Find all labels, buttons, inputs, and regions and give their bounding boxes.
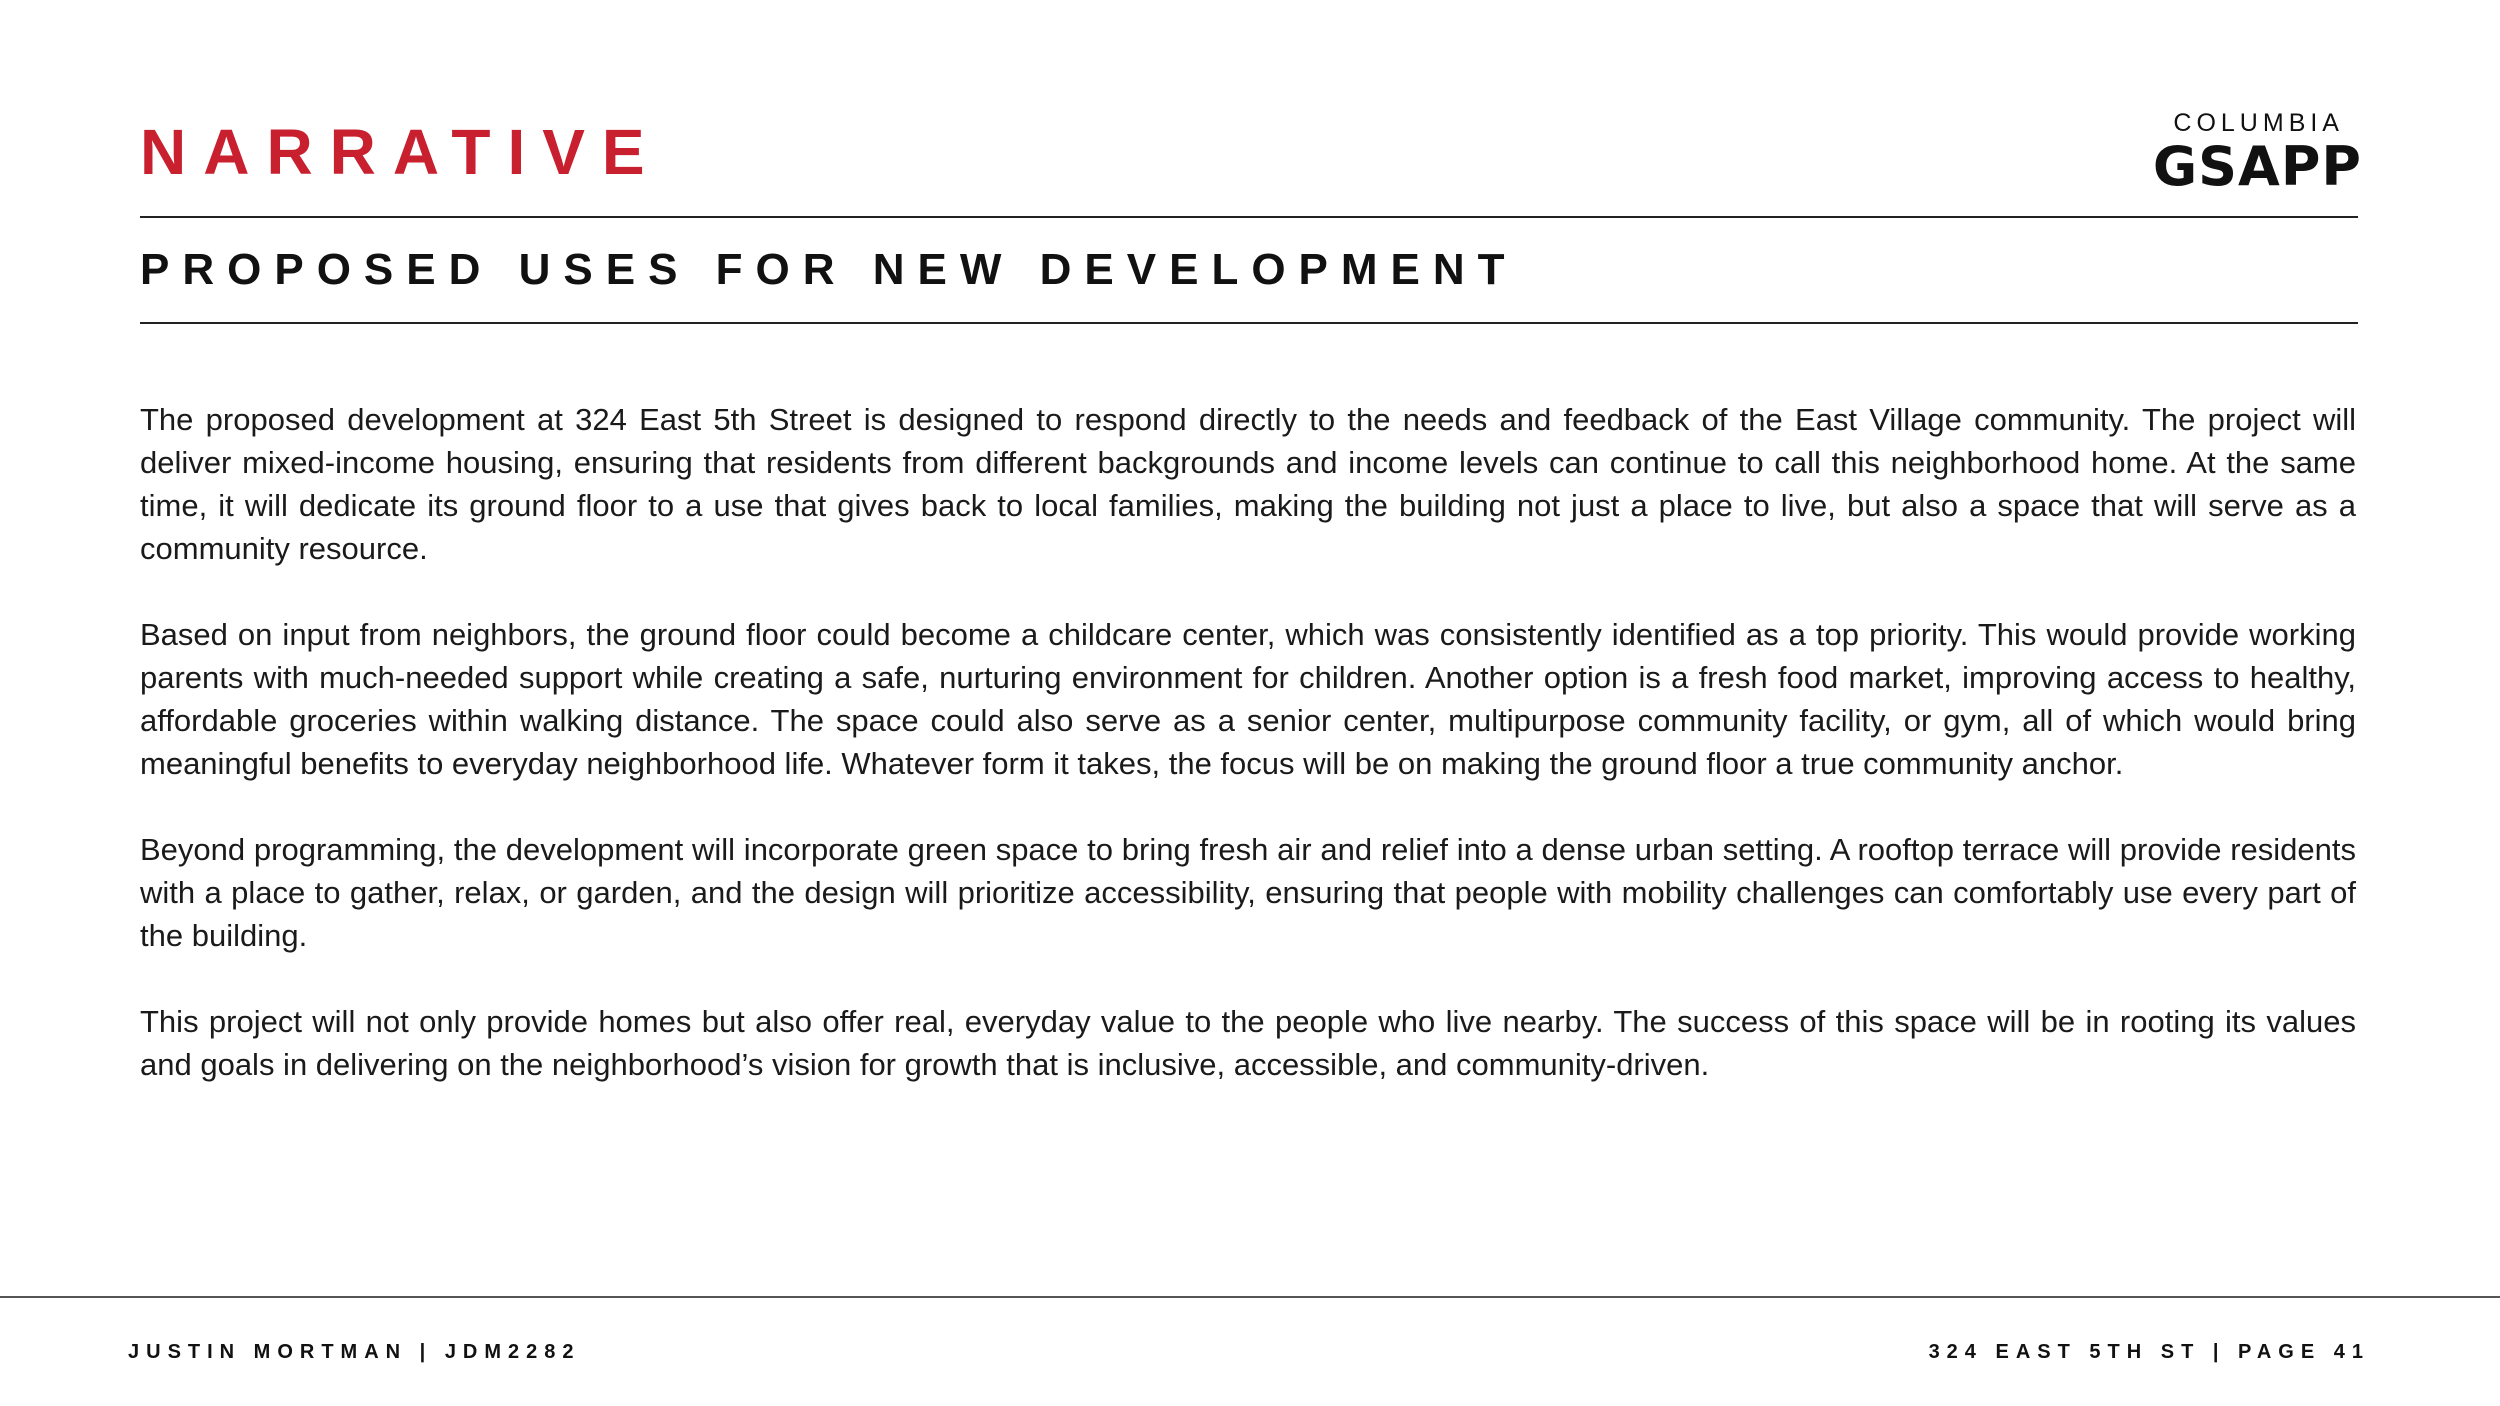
footer-page-info: 324 EAST 5TH ST | PAGE 41: [1928, 1341, 2370, 1363]
paragraph-4: This project will not only provide homes but also offer real, everyday value to the people who live nearby. The success of this space will be in rooting its values and goals in delivering on the neighborhood’s vision for growth that is inclusive, accessible, and community-driven.: [140, 1004, 2356, 1082]
footer-divider: [0, 1296, 2500, 1298]
page-subtitle: PROPOSED USES FOR NEW DEVELOPMENT: [140, 245, 1518, 294]
logo-top-text: COLUMBIA: [2173, 109, 2344, 137]
paragraph-1: The proposed development at 324 East 5th Street is designed to respond directly to the needs and feedback of the East Village community. The project will deliver mixed-income housing, ensuring that residents from different backgrounds and income levels can continue to call this neighborhood home. At the same time, it will dedicate its ground floor to a use that gives back to local families, making the building not just a place to live, but also a space that will serve as a community resource.: [140, 402, 2356, 566]
section-title: NARRATIVE: [140, 116, 662, 188]
footer-author: JUSTIN MORTMAN | JDM2282: [128, 1341, 581, 1363]
logo-main-text: GSAPP: [2152, 135, 2362, 198]
columbia-gsapp-logo: [2153, 108, 2362, 196]
narrative-body: [140, 398, 2356, 1129]
paragraph-2: Based on input from neighbors, the ground floor could become a childcare center, which was consistently identified as a top priority. This would provide working parents with much-needed support while creating a safe, nurturing environment for children. Another option is a fresh food market, improving access to healthy, affordable groceries within walking distance. The space could also serve as a senior center, multipurpose community facility, or gym, all of which would bring meaningful benefits to everyday neighborhood life. Whatever form it takes, the focus will be on making the ground floor a true community anchor.: [140, 617, 2356, 781]
subtitle-divider: [140, 322, 2358, 324]
header-divider: [140, 216, 2358, 218]
paragraph-3: Beyond programming, the development will incorporate green space to bring fresh air and relief into a dense urban setting. A rooftop terrace will provide residents with a place to gather, relax, or garden, and the design will prioritize accessibility, ensuring that people with mobility challenges can comfortably use every part of the building.: [140, 832, 2356, 953]
